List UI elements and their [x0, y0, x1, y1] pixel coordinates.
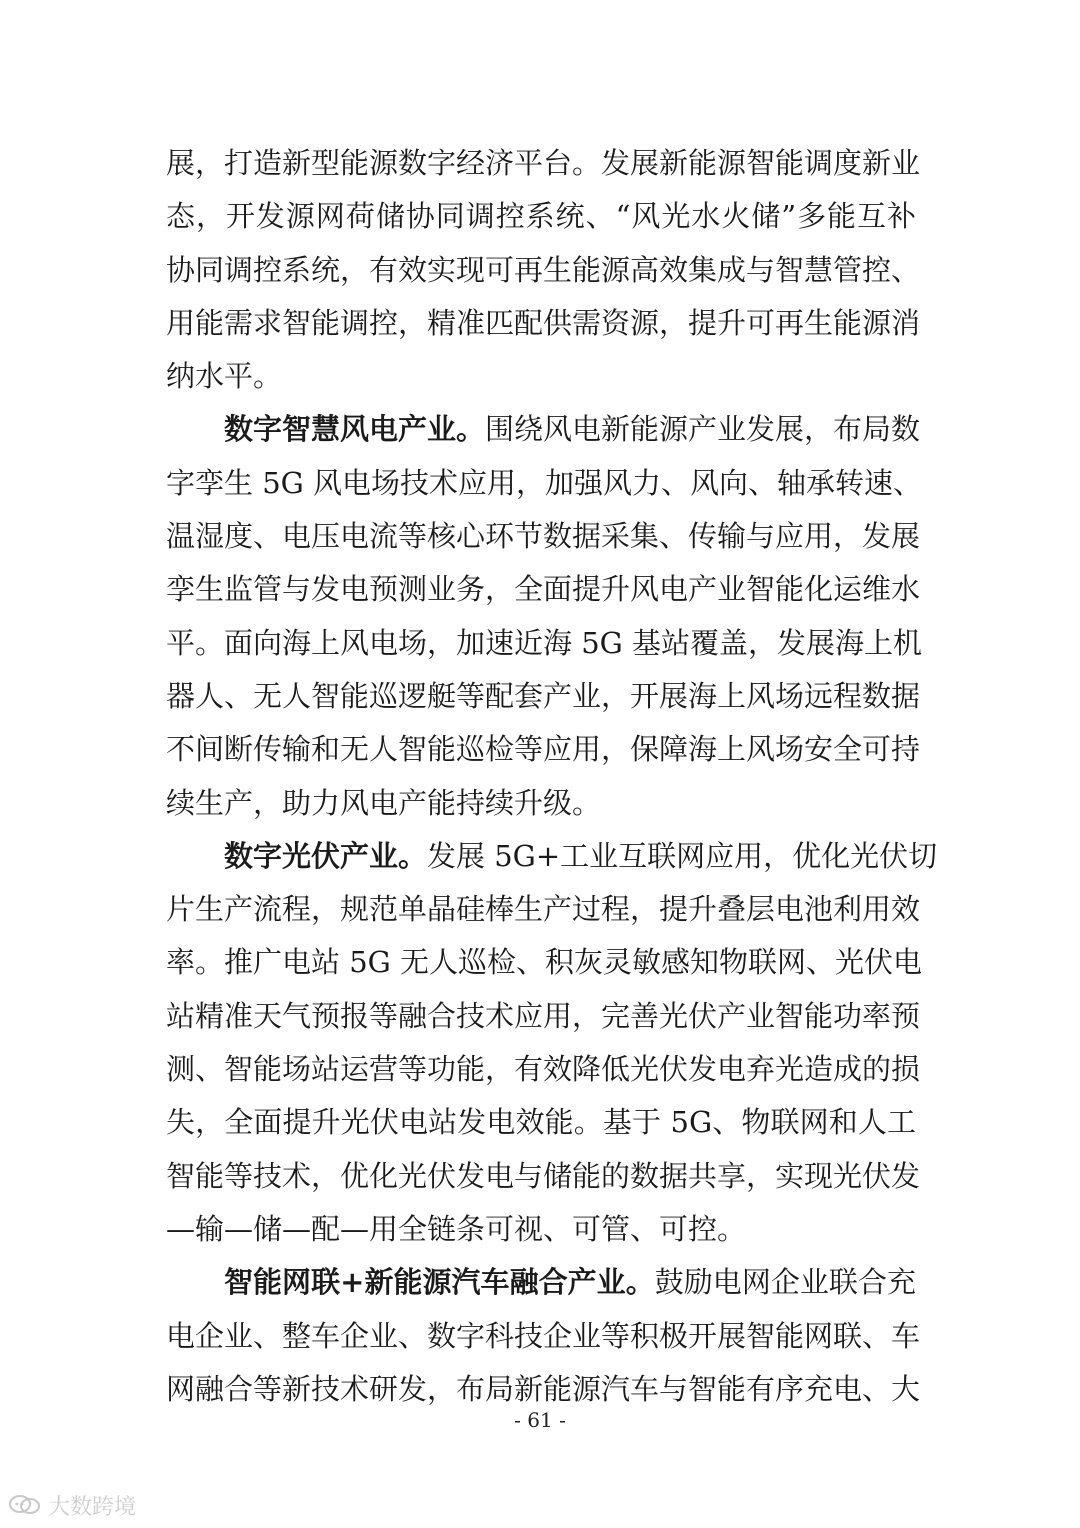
page-number: - 61 -: [514, 1408, 566, 1432]
text-line: 不间断传输和无人智能巡检等应用，保障海上风场安全可持: [166, 732, 921, 767]
text-line: 平。面向海上风电场，加速近海 5G 基站覆盖，发展海上机: [166, 625, 923, 660]
text-line: 站精准天气预报等融合技术应用，完善光伏产业智能功率预: [166, 998, 921, 1033]
text-line: 态，开发源网荷储协同调控系统、“风光水火储”多能互补: [166, 199, 916, 234]
section-heading: 智能网联+新能源汽车融合产业。: [224, 1265, 655, 1300]
text-line: 失，全面提升光伏电站发电效能。基于 5G、物联网和人工: [166, 1105, 916, 1140]
text-line: 测、智能场站运营等功能，有效降低光伏发电弃光造成的损: [166, 1052, 921, 1087]
text-line: 续生产，助力风电产能持续升级。: [166, 785, 602, 820]
text-line: 网融合等新技术研发，布局新能源汽车与智能有序充电、大: [166, 1371, 921, 1406]
text-run: 发展 5G+工业互联网应用，优化光伏切: [427, 838, 938, 873]
text-line: 协同调控系统，有效实现可再生能源高效集成与智慧管控、: [166, 252, 921, 287]
section-heading: 数字光伏产业。: [224, 838, 428, 873]
text-run: 鼓励电网企业联合充: [654, 1265, 916, 1300]
text-line: 纳水平。: [166, 359, 283, 394]
text-line: 字孪生 5G 风电场技术应用，加强风力、风向、轴承转速、: [166, 465, 923, 500]
paragraph-first-line: [166, 830, 938, 883]
watermark: [8, 1490, 136, 1520]
paragraph-first-line: [166, 403, 921, 456]
text-line: —输—储—配—用全链条可视、可管、可控。: [166, 1211, 747, 1246]
text-line: 片生产流程，规范单晶硅棒生产过程，提升叠层电池利用效: [166, 892, 921, 927]
watermark-text: 大数跨境: [48, 1494, 137, 1520]
text-line: 率。推广电站 5G 无人巡检、积灰灵敏感知物联网、光伏电: [166, 945, 923, 980]
paragraph-first-line: [166, 1256, 916, 1309]
text-line: 器人、无人智能巡逻艇等配套产业，开展海上风场远程数据: [166, 678, 921, 713]
section-heading: 数字智慧风电产业。: [224, 412, 486, 447]
text-line: 电企业、整车企业、数字科技企业等积极开展智能网联、车: [166, 1318, 921, 1353]
text-line: 展，打造新型能源数字经济平台。发展新能源智能调度新业: [166, 146, 921, 180]
speech-bubble-logo-icon: [8, 1492, 42, 1518]
text-line: 孪生监管与发电预测业务，全面提升风电产业智能化运维水: [166, 572, 921, 607]
text-run: 围绕风电新能源产业发展，布局数: [485, 412, 921, 447]
document-body: [166, 137, 938, 1416]
text-line: 温湿度、电压电流等核心环节数据采集、传输与应用，发展: [166, 519, 921, 554]
text-line: 智能等技术，优化光伏发电与储能的数据共享，实现光伏发: [166, 1158, 921, 1193]
text-line: 用能需求智能调控，精准匹配供需资源，提升可再生能源消: [166, 305, 921, 340]
